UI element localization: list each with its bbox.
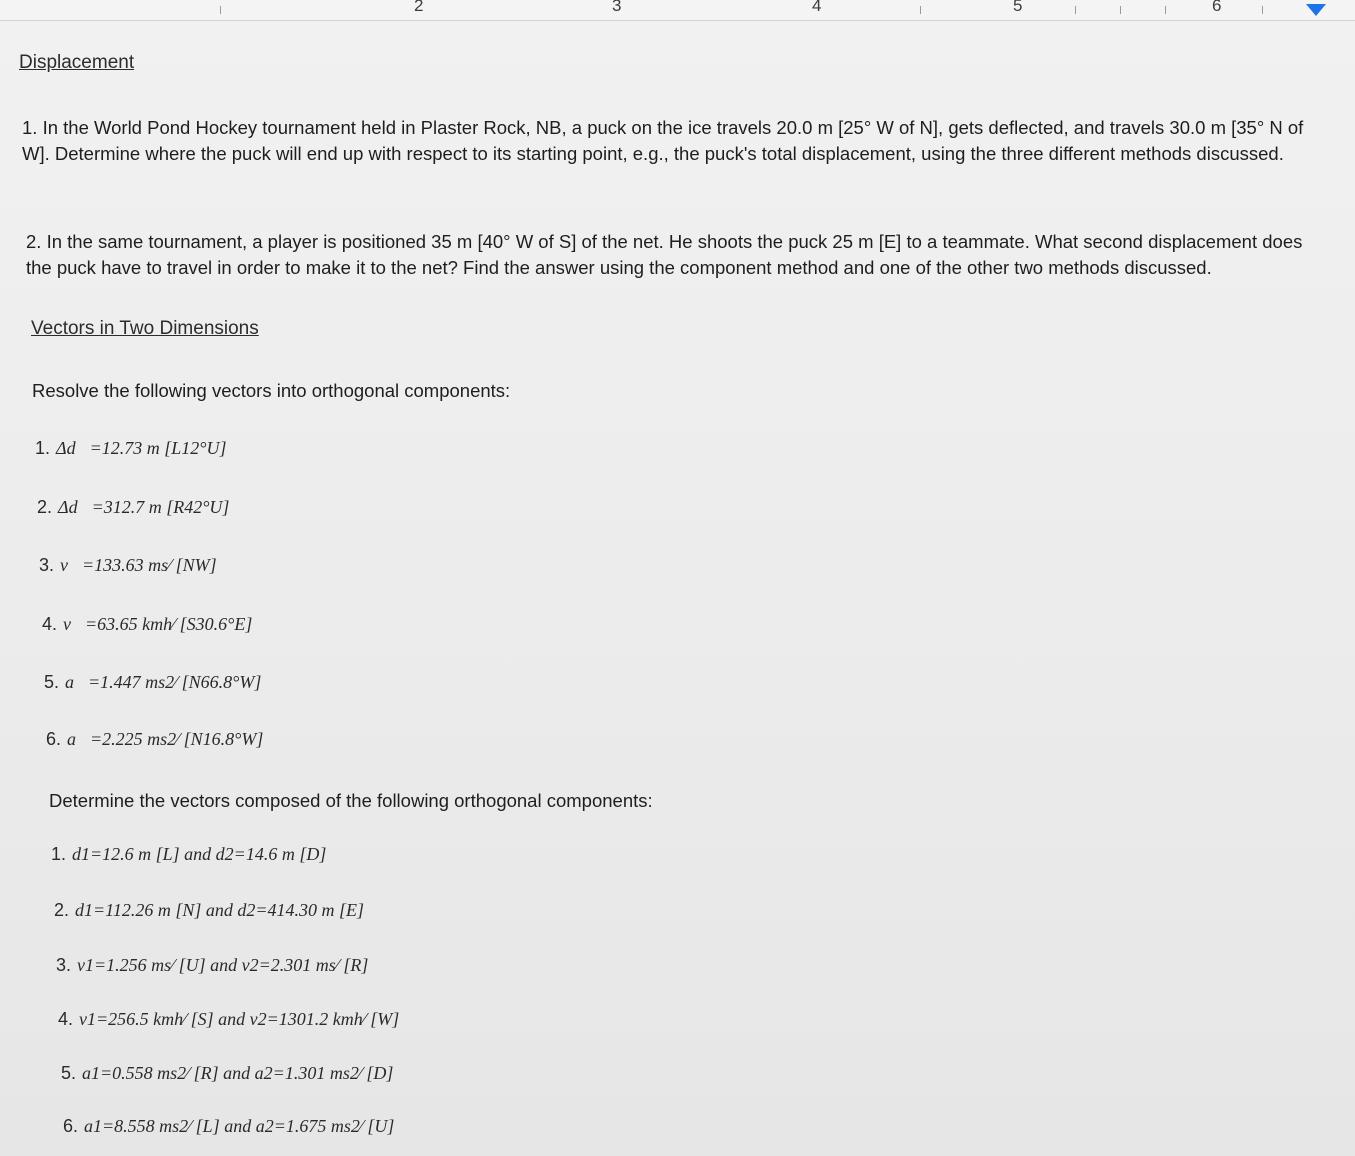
problem-1: 1. In the World Pond Hockey tournament held in Plaster Rock, NB, a puck on the ice travels 20.0 m [25° W of N], gets deflected, and travels 30.0 m [35° N of W]. Determine where the puck will end up with respect to its starting point, e.g., the puck's total displacement, using the three different methods discussed.: [22, 117, 1304, 164]
indent-marker-icon[interactable]: [1306, 4, 1326, 16]
resolve-item: [46, 729, 263, 750]
compose-item: [54, 900, 364, 921]
problem-2: 2. In the same tournament, a player is positioned 35 m [40° W of S] of the net. He shoots the puck 25 m [E] to a teammate. What second displacement does the puck have to travel in order to make it to the net? Find the answer using the component method and one of the other two methods discussed.: [26, 231, 1303, 278]
item-number: 6.: [46, 729, 62, 749]
resolve-item: [39, 555, 217, 576]
item-expression: Δd⃗=312.7 m [R42°U]: [58, 497, 230, 517]
item-expression: v1=256.5 kmh⁄ [S] and v2=1301.2 kmh⁄ [W]: [79, 1009, 400, 1029]
section-heading-vectors: Vectors in Two Dimensions: [31, 318, 259, 339]
item-expression: v1=1.256 ms⁄ [U] and v2=2.301 ms⁄ [R]: [77, 955, 369, 975]
item-expression: d1=112.26 m [N] and d2=414.30 m [E]: [75, 900, 364, 920]
document-page[interactable]: [0, 21, 1355, 1156]
ruler-tick: [1165, 6, 1166, 14]
item-number: 4.: [42, 614, 58, 634]
ruler-number: 4: [812, 0, 822, 15]
resolve-item: [37, 497, 229, 518]
ruler-tick: [1120, 6, 1121, 14]
item-number: 2.: [54, 900, 70, 920]
resolve-instruction: Resolve the following vectors into orthogonal components:: [32, 380, 511, 401]
item-number: 5.: [44, 672, 60, 692]
item-number: 1.: [35, 438, 51, 458]
item-expression: v⃗=63.65 kmh⁄ [S30.6°E]: [63, 614, 253, 634]
resolve-item: [44, 672, 261, 693]
compose-item: [56, 955, 368, 976]
ruler-tick: [1075, 6, 1076, 14]
item-number: 6.: [63, 1116, 79, 1136]
compose-instruction: Determine the vectors composed of the following orthogonal components:: [49, 790, 653, 811]
item-number: 1.: [51, 844, 67, 864]
item-number: 3.: [56, 955, 72, 975]
compose-item: [63, 1116, 394, 1137]
resolve-item: [42, 614, 252, 635]
compose-item: [61, 1063, 393, 1084]
item-number: 3.: [39, 555, 55, 575]
item-expression: a1=0.558 ms2⁄ [R] and a2=1.301 ms2⁄ [D]: [82, 1063, 394, 1083]
ruler[interactable]: [0, 0, 1355, 21]
ruler-number: 2: [414, 0, 424, 15]
ruler-tick: [220, 6, 221, 14]
ruler-number: 6: [1212, 0, 1222, 15]
ruler-tick: [1262, 6, 1263, 14]
ruler-tick: [920, 6, 921, 14]
compose-item: [51, 844, 326, 865]
item-expression: Δd⃗=12.73 m [L12°U]: [56, 438, 227, 458]
item-number: 5.: [61, 1063, 77, 1083]
item-number: 4.: [58, 1009, 74, 1029]
section-heading-displacement: Displacement: [19, 52, 135, 73]
item-expression: a1=8.558 ms2⁄ [L] and a2=1.675 ms2⁄ [U]: [84, 1116, 395, 1136]
item-number: 2.: [37, 497, 53, 517]
item-expression: a⃗=2.225 ms2⁄ [N16.8°W]: [67, 729, 264, 749]
compose-item: [58, 1009, 399, 1030]
ruler-number: 5: [1013, 0, 1023, 15]
ruler-number: 3: [612, 0, 622, 15]
item-expression: a⃗=1.447 ms2⁄ [N66.8°W]: [65, 672, 262, 692]
resolve-item: [35, 438, 226, 459]
item-expression: d1=12.6 m [L] and d2=14.6 m [D]: [72, 844, 327, 864]
item-expression: v⃗=133.63 ms⁄ [NW]: [60, 555, 217, 575]
